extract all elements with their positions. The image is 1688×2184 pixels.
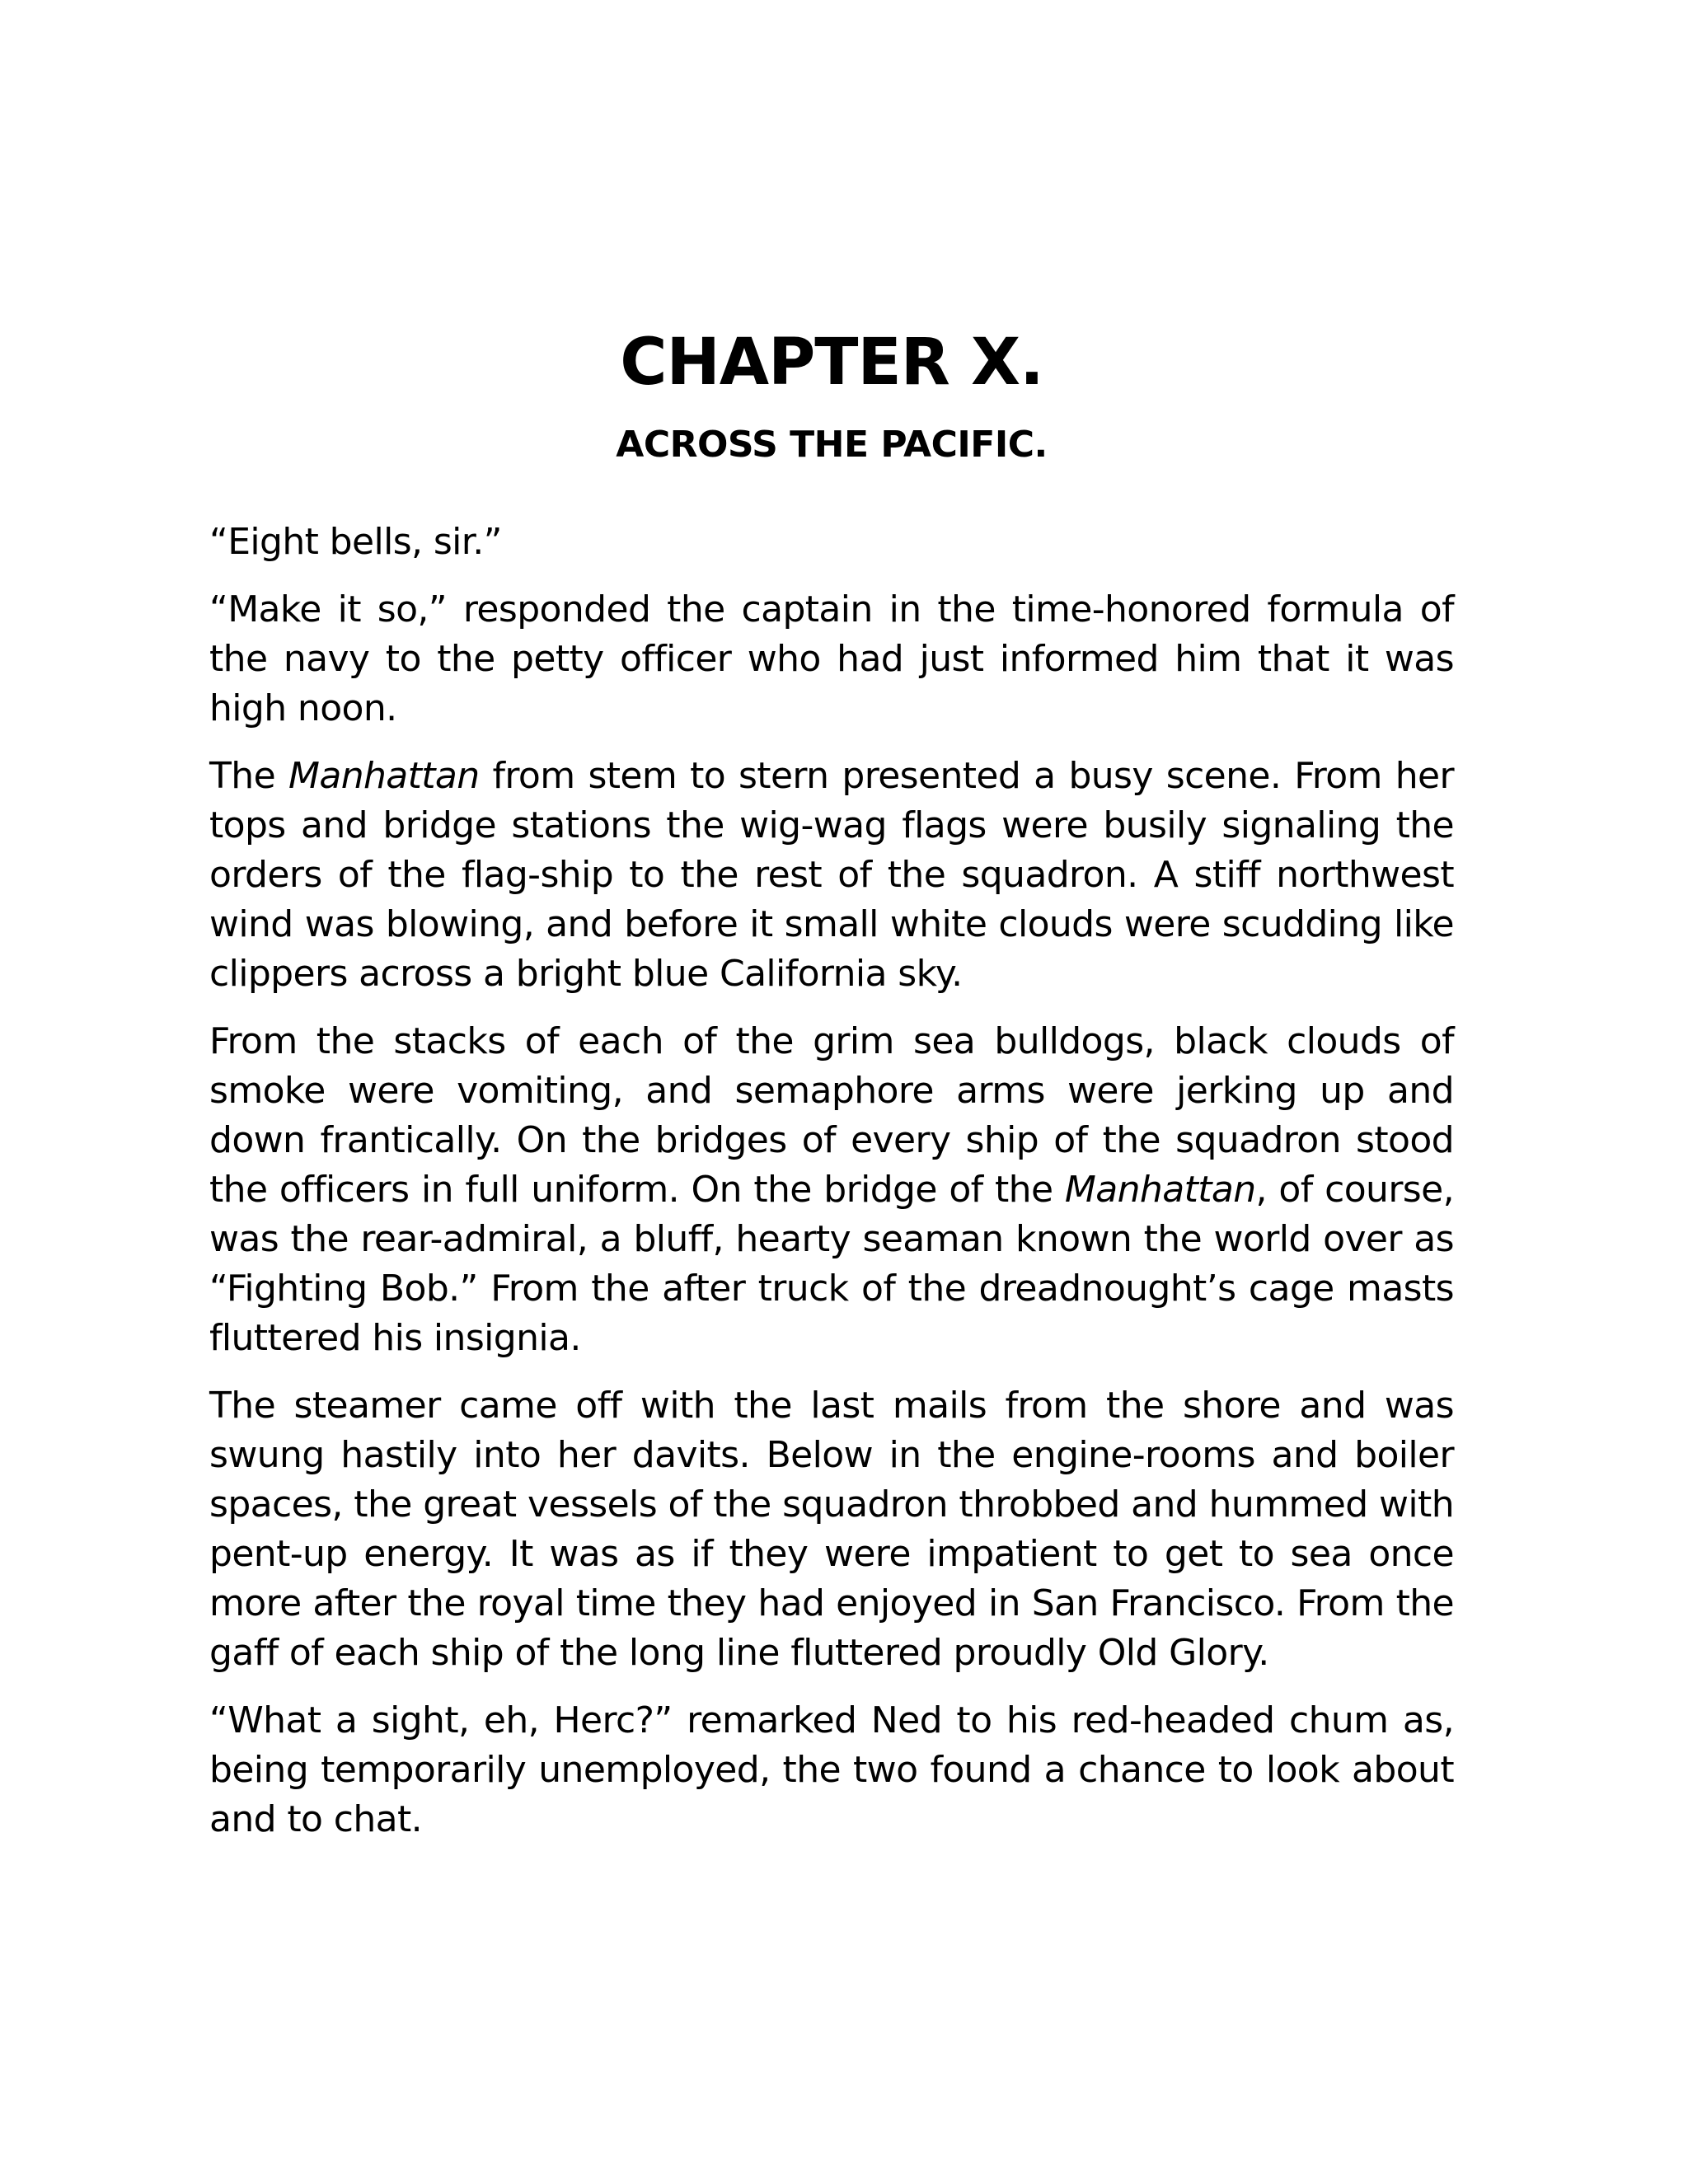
ship-name-italic: Manhattan: [288, 755, 480, 797]
paragraph-text-start: From the stacks of each of the grim sea bulldogs, black clouds of smoke were vomiting, and semaphore arms were jerking up and down frantically. On the bridges of every ship of the squadron stood the officers in full uniform. On the bridge of the: [209, 1020, 1454, 1211]
paragraph-text: “Eight bells, sir.”: [209, 521, 502, 563]
paragraph-text-start: The: [209, 755, 288, 797]
paragraph-2: [209, 585, 1454, 733]
paragraph-6: [209, 1696, 1454, 1844]
book-page: [209, 321, 1454, 1863]
paragraph-text-end: from stem to stern presented a busy scene. From her tops and bridge stations the wig-wag flags were busily signaling the orders of the flag-ship to the rest of the squadron. A stiff northwest wind was blowing, and before it small white clouds were scudding like clippers across a bright blue California sky.: [209, 755, 1454, 995]
paragraph-5: [209, 1381, 1454, 1678]
paragraph-text-end: , of course, was the rear-admiral, a bluff, hearty seaman known the world over as “Fighting Bob.” From the after truck of the dreadnought’s cage masts fluttered his insignia.: [209, 1169, 1454, 1359]
paragraph-1: [209, 518, 1454, 567]
paragraph-3: [209, 752, 1454, 999]
chapter-body: [209, 518, 1454, 1844]
chapter-subtitle: ACROSS THE PACIFIC.: [616, 424, 1048, 466]
chapter-title: CHAPTER X.: [620, 326, 1043, 400]
paragraph-4: [209, 1017, 1454, 1363]
paragraph-text: “Make it so,” responded the captain in the time-honored formula of the navy to the petty officer who had just informed him that it was high noon.: [209, 588, 1454, 729]
paragraph-text: “What a sight, eh, Herc?” remarked Ned to his red-headed chum as, being temporarily unemployed, the two found a chance to look about and to chat.: [209, 1699, 1454, 1840]
ship-name-italic: Manhattan: [1064, 1169, 1256, 1211]
paragraph-text: The steamer came off with the last mails from the shore and was swung hastily into her davits. Below in the engine-rooms and boiler spaces, the great vessels of the squadron throbbed and hummed with pent-up energy. It was as if they were impatient to get to sea once more after the royal time they had enjoyed in San Francisco. From the gaff of each ship of the long line fluttered proudly Old Glory.: [209, 1385, 1454, 1674]
